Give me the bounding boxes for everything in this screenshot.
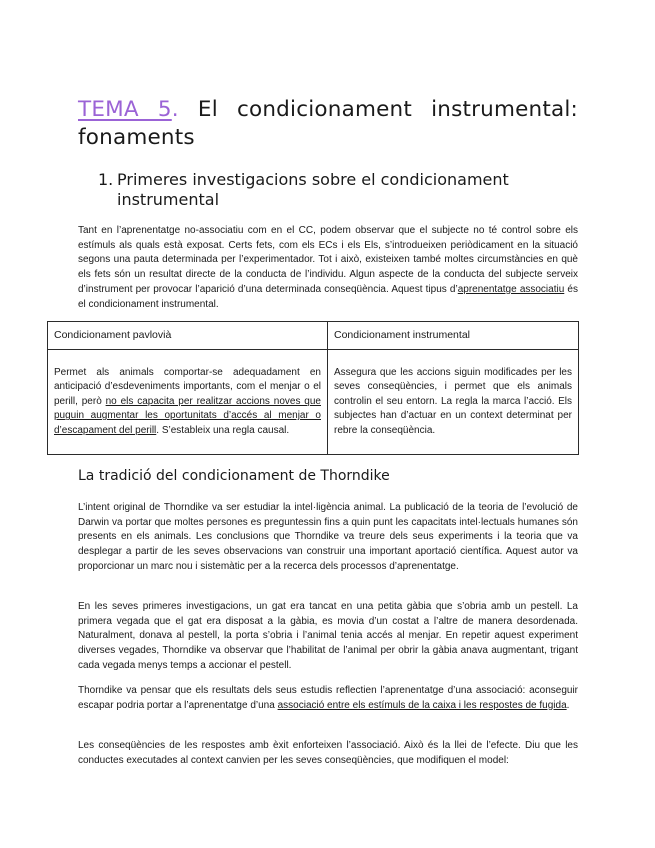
page-title — [78, 96, 578, 152]
p3-text-a: Thorndike va pensar que els resultats dels seus estudis reflectien l’aprenentatge d’una associació: aconseguir escapar podria portar a l’aprenentatge d’una — [78, 685, 578, 711]
intro-text-a: Tant en l’aprenentatge no-associatiu com en el CC, podem observar que el subjecte no té control sobre els estímuls als quals està exposat. Certs fets, com els ECs i els Els, s’introdueixen periòdicament en la situació segons una pauta determinada per l’experimentador. Tot i això, existeixen també moltes circumstàncies en què els fets són un resultat directe de la conducta de l’individu. Algun aspecte de la conducta del subjecte serveix d’instrument per provocar l’aparició d’una determinada conseqüència. Aquest tipus d’ — [78, 225, 578, 295]
thorndike-paragraph-4: Les conseqüències de les respostes amb èxit enforteixen l’associació. Això és la llei de l’efecte. Diu que les conductes executades al context canvien per les seves conseqüències, que modifiquen el model: — [78, 740, 578, 766]
thorndike-paragraph-3 — [78, 684, 578, 713]
table-row — [48, 350, 579, 455]
section-heading-1 — [98, 170, 558, 210]
header-instrumental: Condicionament instrumental — [328, 322, 579, 350]
comparison-table — [47, 321, 579, 455]
cell-pavlovian — [48, 350, 328, 455]
pavlovian-text-a: Permet als animals comportar-se adequadament en anticipació d’esdeveniments importants, com el menjar o el perill, però — [54, 366, 321, 407]
thorndike-paragraph-1: L’intent original de Thorndike va ser estudiar la intel·ligència animal. La publicació de la teoria de l’evolució de Darwin va portar que moltes persones es preguntessin fins a quin punt les capacitats intel·lectuals humanes són presents en els animals. Les conclusions que Thorndike va treure dels seus experiments i la teoria que va desplegar a partir de les seves observacions van construir una important aportació científica. Aquest autor va proporcionar un marc nou i sistemàtic per a la recerca dels processos d’aprenentatge. — [78, 502, 578, 572]
intro-text-b: és el condicionament instrumental. — [78, 283, 578, 310]
pavlovian-text-b: . S’estableix una regla causal. — [156, 424, 290, 436]
associative-learning-link[interactable]: aprenentatge associatiu — [457, 283, 565, 295]
section-heading-text: Primeres investigacions sobre el condicionament instrumental — [117, 170, 509, 209]
p3-text-b: . — [566, 699, 570, 711]
cell-instrumental: Assegura que les accions siguin modificades per les seves conseqüències, i permet que els animals controlin el seu entorn. La regla la marca l’acció. Els subjectes han d’actuar en un context determinat per rebre la conseqüència. — [328, 350, 579, 455]
intro-paragraph — [78, 224, 578, 312]
tema-punctuation: . — [171, 97, 179, 122]
tema-link[interactable]: TEMA 5 — [78, 97, 172, 122]
thorndike-paragraph-2: En les seves primeres investigacions, un gat era tancat en una petita gàbia que s’obria amb un pestell. La primera vegada que el gat era disposat a la gàbia, es movia d’un costat a l’altre de manera desordenada. Naturalment, donava al pestell, la porta s’obria i l’animal tenia accés al menjar. En repetir aquest experiment diverses vegades, Thorndike va observar que l’habilitat de l’animal per obrir la gàbia anava augmentant, trigant cada vegada menys temps a accionar el pestell. — [78, 601, 578, 671]
table-header-row — [48, 322, 579, 350]
association-link[interactable]: associació entre els estímuls de la caixa i les respostes de fugida — [277, 699, 567, 711]
pavlovian-underlined-text: no els capacita per realitzar accions noves que puguin augmentar les oportunitats d’accés al menjar o d’escapament del perill — [54, 395, 321, 436]
section-number: 1. — [98, 170, 114, 189]
thorndike-heading: La tradició del condicionament de Thorndike — [78, 468, 390, 484]
header-pavlovian: Condicionament pavlovià — [48, 322, 328, 350]
page-title-text: El condicionament instrumental: fonaments — [78, 97, 578, 150]
